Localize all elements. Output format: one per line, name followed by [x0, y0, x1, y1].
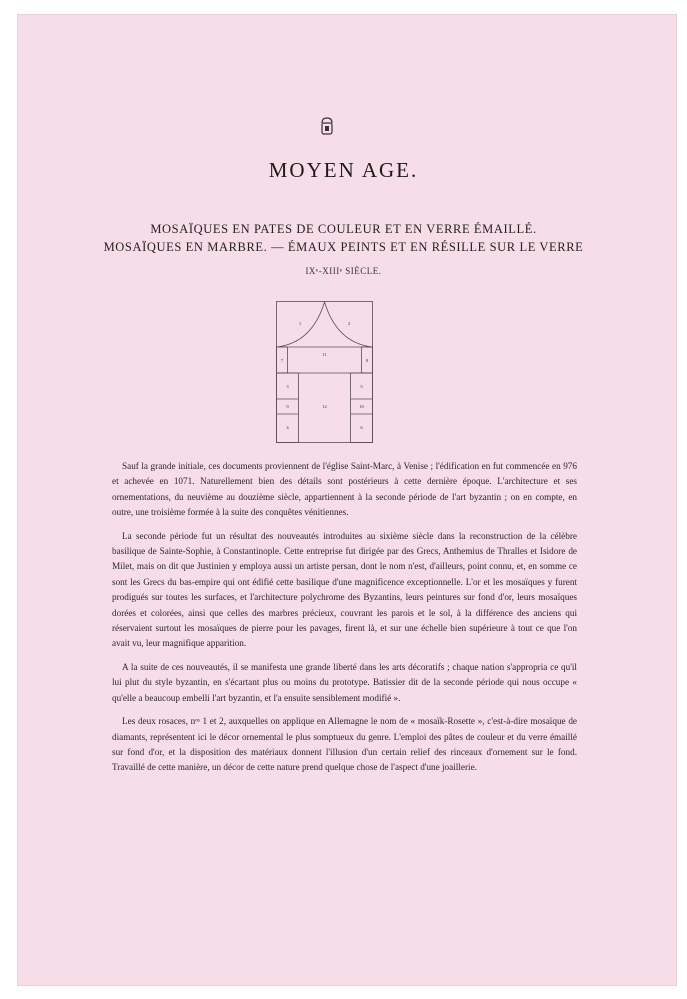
diagram-outer-frame — [277, 302, 373, 443]
paragraph: A la suite de ces nouveautés, il se manifesta une grande liberté dans les arts décoratifs ; chaque nation s'appropria ce qu'il lui plut du style byzantin, en s'écartant plus ou moins du prototype. Batissier dit de la seconde période qui nous occupe « qu'elle a beaucoup embelli l'art byzantin, et l'a ensuite sensiblement modifié ». — [112, 661, 577, 703]
diagram-label: 10 — [359, 404, 364, 409]
paragraph: Sauf la grande initiale, ces documents proviennent de l'église Saint-Marc, à Venise ; l'édification en fut commencée en 976 et achevée en 1071. Naturellement bien des détails sont postérieurs à cette dernière époque. L'architecture et ses ornementations, du neuvième au douzième siècle, appartiennent à la seconde période de l'art byzantin ; on en compte, en outre, une troisième formée à la suite des conquêtes vénitiennes. — [112, 461, 577, 518]
diagram-label: 4 — [286, 425, 289, 430]
diagram-label: 11 — [322, 352, 327, 357]
diagram-label: 8 — [365, 358, 369, 363]
ornament-icon — [319, 117, 335, 135]
diagram-label: 5 — [360, 384, 363, 389]
paragraph: Les deux rosaces, nᵒˢ 1 et 2, auxquelles on applique en Allemagne le nom de « mosaïk-Rosette », c'est-à-dire mosaïque de diamants, représentent ici le décor ornemental le plus somptueux du genre. L'emploi des pâtes de couleur et du verre émaillé sur fond d'or, et la disposition des matériaux donnent l'illusion d'un certain relief des rinceaux d'ornement sur le fond. Travaillé de cette manière, un décor de cette nature prend quelque chose de l'aspect d'une joaillerie. — [112, 716, 577, 773]
plate-layout-diagram — [276, 301, 373, 443]
body-text — [112, 459, 577, 784]
diagram-label: 6 — [360, 425, 363, 430]
paragraph: La seconde période fut un résultat des nouveautés introduites au sixième siècle dans la reconstruction de la célèbre basilique de Sainte-Sophie, à Constantinople. Cette entreprise fut dirigée par des Grecs, Anthemius de Thralles et Isidore de Milet, mais on dit que Justinien y employa aussi un artiste persan, dont le nom n'est, d'ailleurs, point connu, et, en somme ce sont les Grecs du bas-empire qui ont édifié cette basilique d'une magnificence exceptionnelle. L'or et les mosaïques y furent prodigués sur toutes les surfaces, et l'architecture polychrome des Byzantins, leurs peintures sur fond d'or, leurs mosaïques dorées et colorées, ainsi que celles des marbres précieux, couvrant les parois et le sol, à la différence des anciens qui réservaient surtout les mosaïques de pierre pour les pavages, firent là, et sur une échelle bien supérieure à tout ce que l'on avait vu, leur magnifique apparition. — [112, 530, 577, 649]
century-range: IXᵉ-XIIIᵉ SIÈCLE. — [305, 266, 382, 276]
diagram-label: 12 — [322, 404, 327, 409]
diagram-label: 1 — [298, 321, 302, 326]
diagram-label: 9 — [286, 404, 289, 409]
diagram-label: 3 — [286, 384, 289, 389]
subtitle-line-1: MOSAÏQUES EN PATES DE COULEUR ET EN VERRE ÉMAILLÉ. — [150, 222, 537, 236]
page-title: MOYEN AGE. — [268, 158, 419, 182]
subtitle-line-2: MOSAÏQUES EN MARBRE. — ÉMAUX PEINTS ET EN RÉSILLE SUR LE VERRE — [103, 240, 584, 254]
diagram-label: 7 — [280, 358, 284, 363]
diagram-label: 2 — [347, 321, 351, 326]
diagram-arch — [277, 302, 373, 347]
